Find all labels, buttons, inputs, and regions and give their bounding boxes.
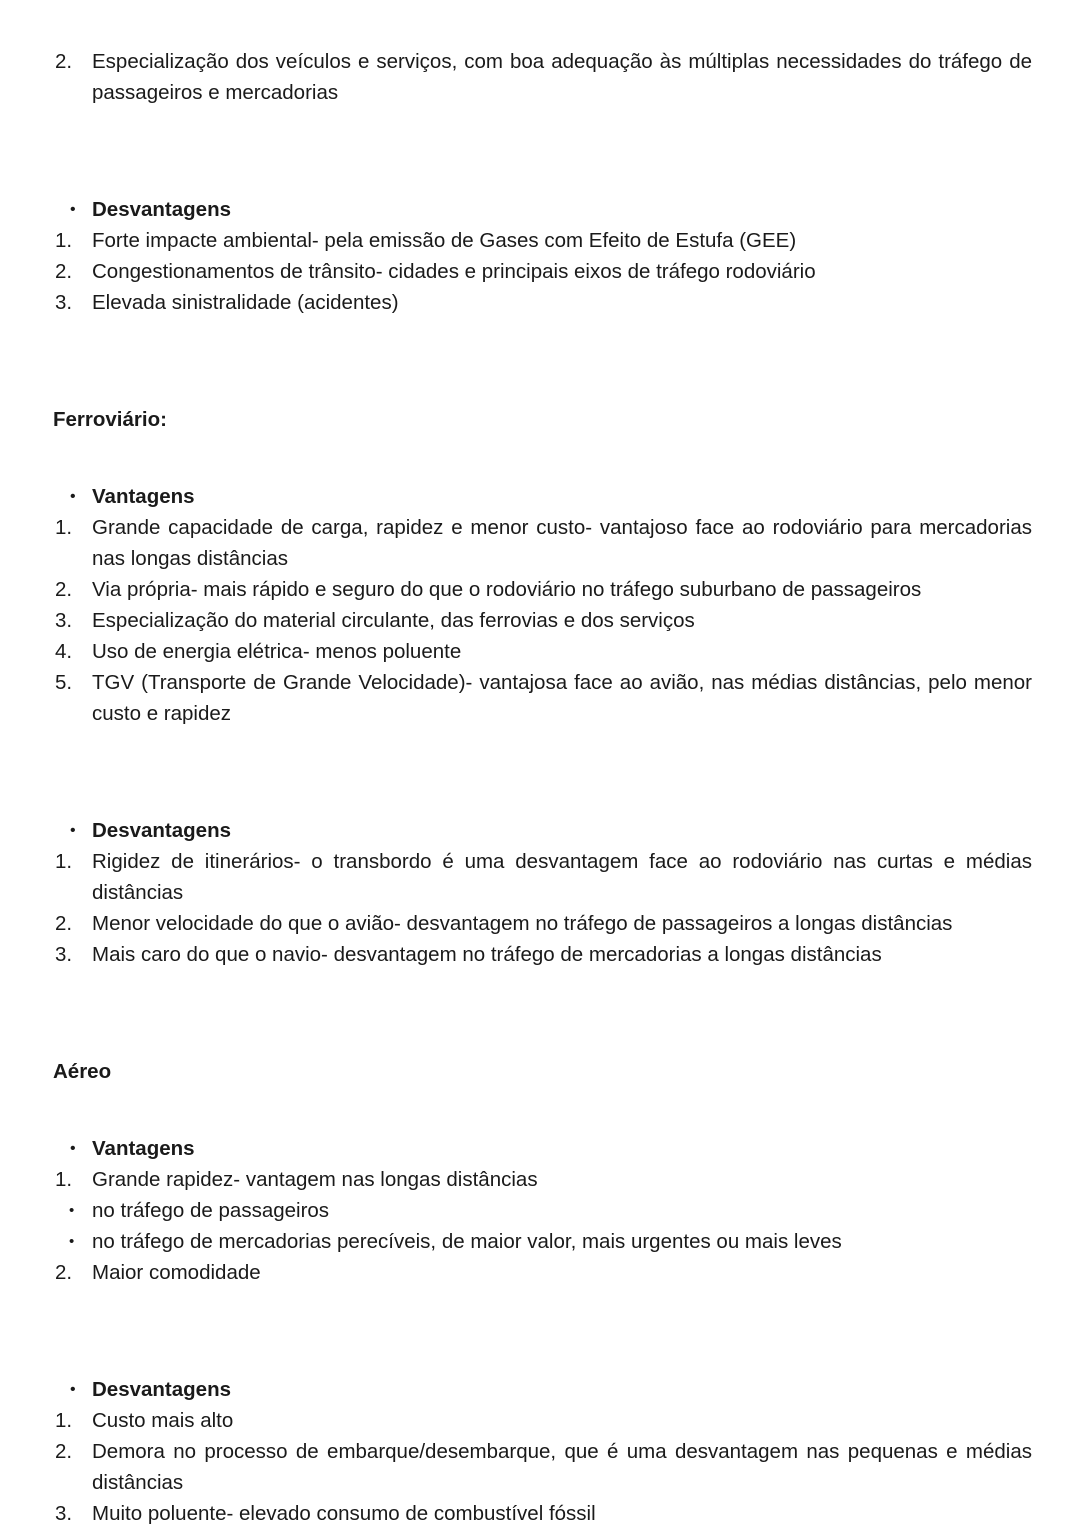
list-item [53,1164,1032,1195]
list-marker: 1. [55,229,73,252]
list-item [53,1195,1032,1226]
list-marker: 4. [55,640,73,663]
list-item-text: Maior comodidade [92,1261,261,1284]
list-item [53,225,1032,256]
bullet-heading-label: Vantagens [92,1137,195,1160]
list-marker: 2. [55,912,73,935]
section-heading-aereo: Aéreo [53,1060,112,1083]
list-item-text: Menor velocidade do que o avião- desvantagem no tráfego de passageiros a longas distâncias [92,912,953,935]
list-item [53,1436,1032,1498]
list-marker: 1. [55,850,73,873]
list-item [53,512,1032,574]
bullet-heading [53,815,1032,846]
spacer [53,435,1032,481]
list-item [53,846,1032,908]
list-marker: 3. [55,609,73,632]
list-item-text: Muito poluente- elevado consumo de combustível fóssil [92,1502,596,1525]
list-item [53,1498,1032,1526]
list-item [53,667,1032,729]
bullet-heading [53,1133,1032,1164]
list-marker: 2. [55,1261,73,1284]
list-marker: 5. [55,671,73,694]
list-marker: 1. [55,1409,73,1432]
list-item [53,939,1032,970]
spacer [53,318,1032,404]
bullet-icon: • [70,1140,76,1157]
bullet-heading [53,194,1032,225]
list-item-text: Especialização dos veículos e serviços, com boa adequação às múltiplas necessidades do tráfego de passageiros e mercadorias [92,50,1032,104]
list-marker: 2. [55,260,73,283]
bullet-heading [53,1374,1032,1405]
list-item [53,1226,1032,1257]
bullet-heading-label: Desvantagens [92,198,232,221]
list-item [53,46,1032,108]
list-item-text: Via própria- mais rápido e seguro do que o rodoviário no tráfego suburbano de passageiros [92,578,922,601]
list-marker: 3. [55,1502,73,1525]
list-item-text: no tráfego de mercadorias perecíveis, de maior valor, mais urgentes ou mais leves [92,1230,842,1253]
bullet-icon: • [70,201,76,218]
list-item [53,636,1032,667]
bullet-icon: • [69,1202,75,1219]
bullet-icon: • [70,822,76,839]
list-item-text: Grande rapidez- vantagem nas longas distâncias [92,1168,538,1191]
bullet-icon: • [69,1233,75,1250]
list-item [53,256,1032,287]
list-item-text: no tráfego de passageiros [92,1199,330,1222]
list-item [53,605,1032,636]
list-item [53,574,1032,605]
bullet-heading-label: Vantagens [92,485,195,508]
bullet-heading-label: Desvantagens [92,819,232,842]
list-item [53,1257,1032,1288]
list-marker: 1. [55,1168,73,1191]
list-marker: 2. [55,50,73,73]
list-item-text: Congestionamentos de trânsito- cidades e principais eixos de tráfego rodoviário [92,260,816,283]
list-marker: 2. [55,578,73,601]
list-item-text: Grande capacidade de carga, rapidez e menor custo- vantajoso face ao rodoviário para mercadorias nas longas distâncias [92,516,1032,570]
list-item-text: Uso de energia elétrica- menos poluente [92,640,462,663]
list-item-text: Custo mais alto [92,1409,234,1432]
bullet-heading [53,481,1032,512]
list-item-text: Forte impacte ambiental- pela emissão de Gases com Efeito de Estufa (GEE) [92,229,797,252]
spacer [53,729,1032,815]
list-item-text: Especialização do material circulante, das ferrovias e dos serviços [92,609,695,632]
spacer [53,1288,1032,1374]
list-marker: 1. [55,516,73,539]
list-marker: 3. [55,291,73,314]
list-item-text: Elevada sinistralidade (acidentes) [92,291,399,314]
section-heading-ferroviario: Ferroviário: [53,408,167,431]
bullet-icon: • [70,488,76,505]
list-item-text: Demora no processo de embarque/desembarque, que é uma desvantagem nas pequenas e médias distâncias [92,1440,1032,1494]
list-item [53,908,1032,939]
list-marker: 3. [55,943,73,966]
spacer [53,1087,1032,1133]
list-item-text: TGV (Transporte de Grande Velocidade)- vantajosa face ao avião, nas médias distâncias, pelo menor custo e rapidez [92,671,1032,725]
list-marker: 2. [55,1440,73,1463]
document-content [53,46,1032,1526]
list-item [53,287,1032,318]
bullet-heading-label: Desvantagens [92,1378,232,1401]
list-item-text: Mais caro do que o navio- desvantagem no tráfego de mercadorias a longas distâncias [92,943,882,966]
spacer [53,108,1032,194]
list-item [53,1405,1032,1436]
spacer [53,970,1032,1056]
list-item-text: Rigidez de itinerários- o transbordo é uma desvantagem face ao rodoviário nas curtas e médias distâncias [92,850,1032,904]
bullet-icon: • [70,1381,76,1398]
